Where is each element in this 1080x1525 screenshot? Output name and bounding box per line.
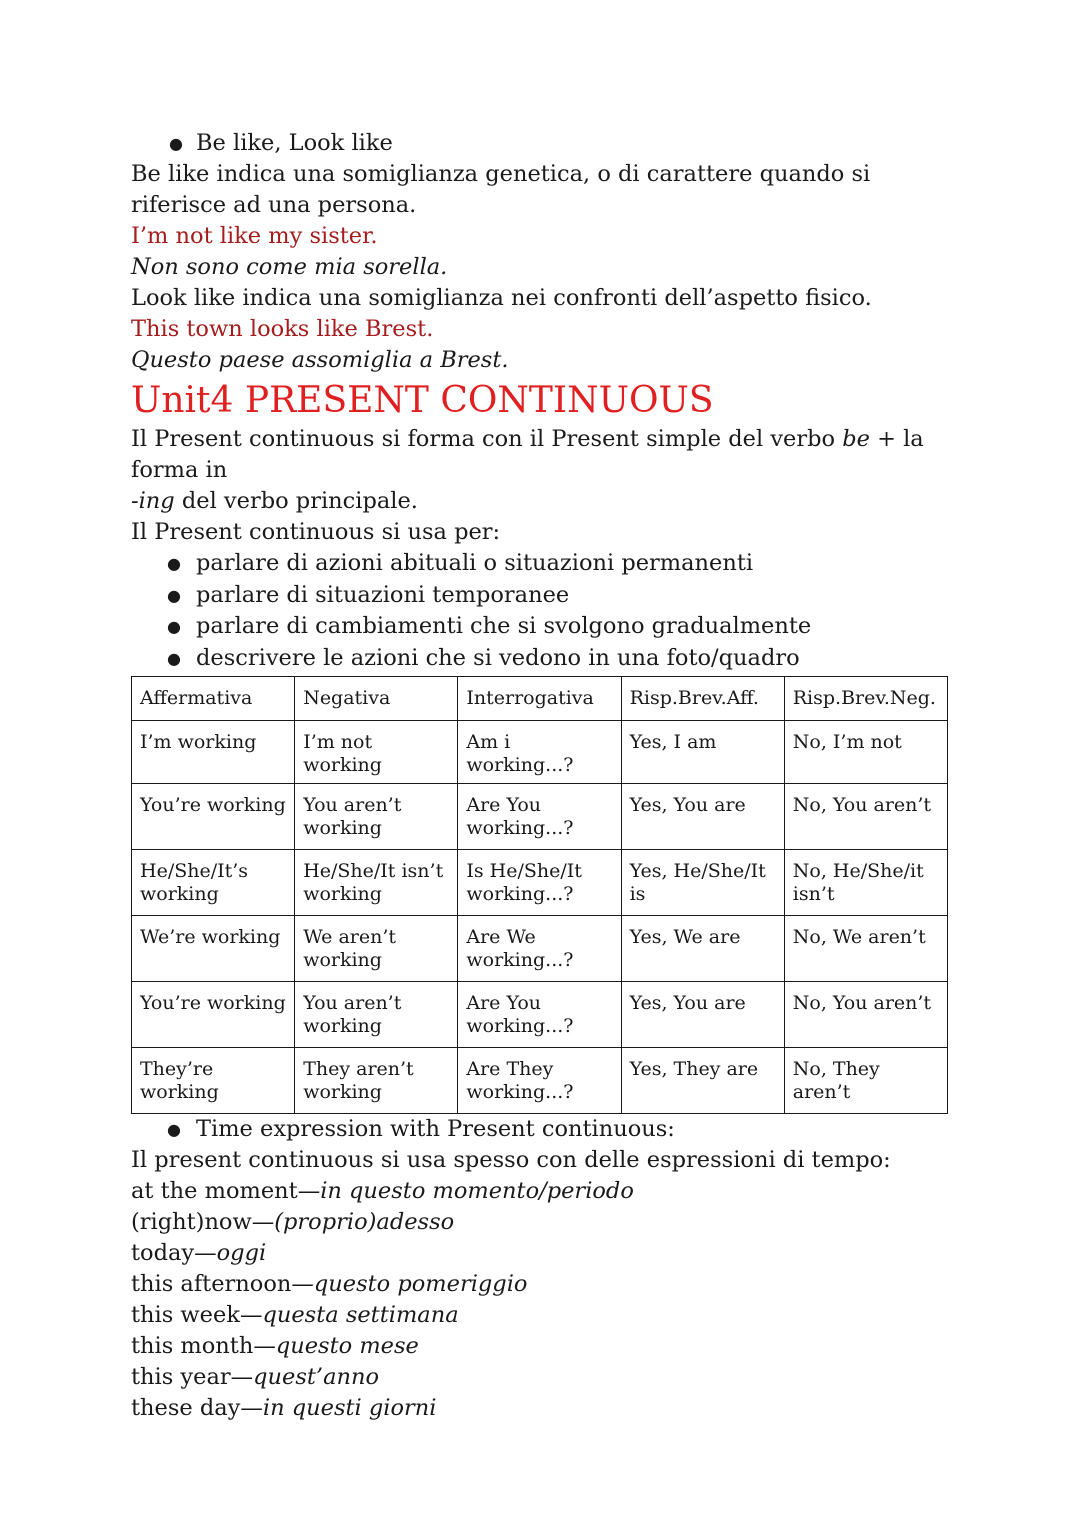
uses-intro: Il Present continuous si usa per: [131, 519, 501, 545]
table-cell: He/She/It’s working [132, 850, 295, 916]
table-row [132, 1048, 948, 1114]
unit-heading: Unit4 PRESENT CONTINUOUS [131, 380, 714, 421]
table-cell: Yes, You are [621, 982, 784, 1048]
bullet-text: Time expression with Present continuous: [196, 1116, 675, 1142]
table-cell: No, They aren’t [784, 1048, 947, 1114]
time-expression-en: this year [131, 1364, 231, 1390]
table-cell: You’re working [132, 982, 295, 1048]
table-cell: No, We aren’t [784, 916, 947, 982]
time-expression-it: questa settimana [262, 1302, 459, 1328]
time-expression-item [131, 1207, 971, 1238]
time-expression-en: (right)now [131, 1209, 252, 1235]
page-content [131, 128, 971, 1424]
table-cell: Yes, He/She/It is [621, 850, 784, 916]
time-expression-en: at the moment [131, 1178, 298, 1204]
table-cell: Yes, They are [621, 1048, 784, 1114]
dash-separator: — [239, 1302, 263, 1328]
table-cell: We’re working [132, 916, 295, 982]
table-cell: Yes, We are [621, 916, 784, 982]
time-expression-item [131, 1238, 971, 1269]
time-expression-it: questo mese [275, 1333, 419, 1359]
list-item [131, 643, 971, 675]
time-expression-item [131, 1331, 971, 1362]
time-expression-item [131, 1269, 971, 1300]
example-translation-it: Questo paese assomiglia a Brest. [131, 347, 509, 373]
table-cell: Yes, You are [621, 784, 784, 850]
time-expression-en: today [131, 1240, 195, 1266]
table-cell: No, I’m not [784, 721, 947, 784]
table-cell: You’re working [132, 784, 295, 850]
formation-verb-be: be [842, 426, 870, 452]
example-sentence-en: I’m not like my sister. [131, 223, 378, 249]
dash-separator: — [251, 1209, 275, 1235]
dash-separator: — [297, 1178, 321, 1204]
table-header-cell: Negativa [295, 677, 458, 721]
time-expression-it: in questo momento/periodo [320, 1178, 634, 1204]
list-item-text: parlare di situazioni temporanee [196, 581, 570, 608]
time-expression-item [131, 1393, 971, 1424]
table-cell: Is He/She/It working...? [458, 850, 621, 916]
list-item-text: descrivere le azioni che si vedono in una foto/quadro [196, 644, 800, 671]
table-cell: You aren’t working [295, 784, 458, 850]
table-cell: No, You aren’t [784, 784, 947, 850]
time-expression-it: questo pomeriggio [313, 1271, 528, 1297]
table-cell: I’m working [132, 721, 295, 784]
table-cell: I’m not working [295, 721, 458, 784]
table-cell: Are We working...? [458, 916, 621, 982]
be-like-description: Be like indica una somiglianza genetica, o di carattere quando si riferisce ad una persona. [131, 161, 871, 218]
table-cell: They aren’t working [295, 1048, 458, 1114]
formation-paragraph [131, 424, 971, 517]
time-expression-en: this afternoon [131, 1271, 292, 1297]
time-expression-item [131, 1300, 971, 1331]
table-cell: We aren’t working [295, 916, 458, 982]
table-cell: You aren’t working [295, 982, 458, 1048]
list-item-text: parlare di cambiamenti che si svolgono gradualmente [196, 613, 812, 639]
bullet-be-like-look-like [131, 128, 971, 159]
formation-text: Il Present continuous si forma con il Present simple del verbo [131, 426, 843, 452]
time-expression-it: quest’anno [253, 1364, 380, 1390]
time-expression-item [131, 1176, 971, 1207]
table-header-cell: Interrogativa [458, 677, 621, 721]
time-expressions-intro: Il present continuous si usa spesso con delle espressioni di tempo: [131, 1147, 891, 1173]
list-item [131, 548, 971, 580]
table-header-row [132, 677, 948, 721]
table-row [132, 721, 948, 784]
bullet-dot-icon: ● [167, 617, 181, 636]
table-header-cell: Risp.Brev.Aff. [621, 677, 784, 721]
bullet-dot-icon: ● [167, 585, 181, 605]
table-row [132, 916, 948, 982]
table-header-cell: Risp.Brev.Neg. [784, 677, 947, 721]
table-cell: Yes, I am [621, 721, 784, 784]
table-cell: Are You working...? [458, 784, 621, 850]
uses-list [131, 548, 971, 674]
table-row [132, 982, 948, 1048]
table-cell: Are You working...? [458, 982, 621, 1048]
formation-ing: -ing [131, 488, 175, 514]
list-item-text: parlare di azioni abituali o situazioni permanenti [196, 550, 754, 576]
formation-text: del verbo principale. [174, 488, 418, 514]
time-expression-en: these day [131, 1395, 241, 1421]
dash-separator: — [253, 1333, 276, 1359]
table-row [132, 850, 948, 916]
table-row [132, 784, 948, 850]
time-expression-it: oggi [216, 1240, 267, 1266]
table-cell: They’re working [132, 1048, 295, 1114]
bullet-dot-icon: ● [167, 1120, 181, 1139]
time-expression-en: this month [131, 1333, 254, 1359]
table-cell: Am i working...? [458, 721, 621, 784]
bullet-text: Be like, Look like [196, 130, 393, 156]
example-translation-it: Non sono come mia sorella. [131, 254, 448, 280]
table-cell: He/She/It isn’t working [295, 850, 458, 916]
time-expression-item [131, 1362, 971, 1393]
time-expression-en: this week [131, 1302, 240, 1328]
table-cell: No, You aren’t [784, 982, 947, 1048]
time-expression-it: in questi giorni [262, 1395, 437, 1421]
time-expression-it: (proprio)adesso [274, 1209, 455, 1235]
table-cell: Are They working...? [458, 1048, 621, 1114]
dash-separator: — [291, 1271, 314, 1297]
bullet-dot-icon: ● [167, 648, 181, 668]
dash-separator: — [230, 1364, 254, 1390]
table-header-cell: Affermativa [132, 677, 295, 721]
dash-separator: — [240, 1395, 263, 1421]
formation-text: + la forma in [131, 426, 924, 483]
example-sentence-en: This town looks like Brest. [131, 316, 434, 342]
conjugation-table [131, 676, 948, 1114]
look-like-description: Look like indica una somiglianza nei confronti dell’aspetto fisico. [131, 285, 872, 311]
table-cell: No, He/She/it isn’t [784, 850, 947, 916]
bullet-time-expressions [131, 1114, 971, 1145]
bullet-dot-icon: ● [169, 134, 183, 153]
dash-separator: — [194, 1240, 217, 1266]
list-item [131, 611, 971, 643]
list-item [131, 580, 971, 612]
bullet-dot-icon: ● [167, 554, 181, 573]
